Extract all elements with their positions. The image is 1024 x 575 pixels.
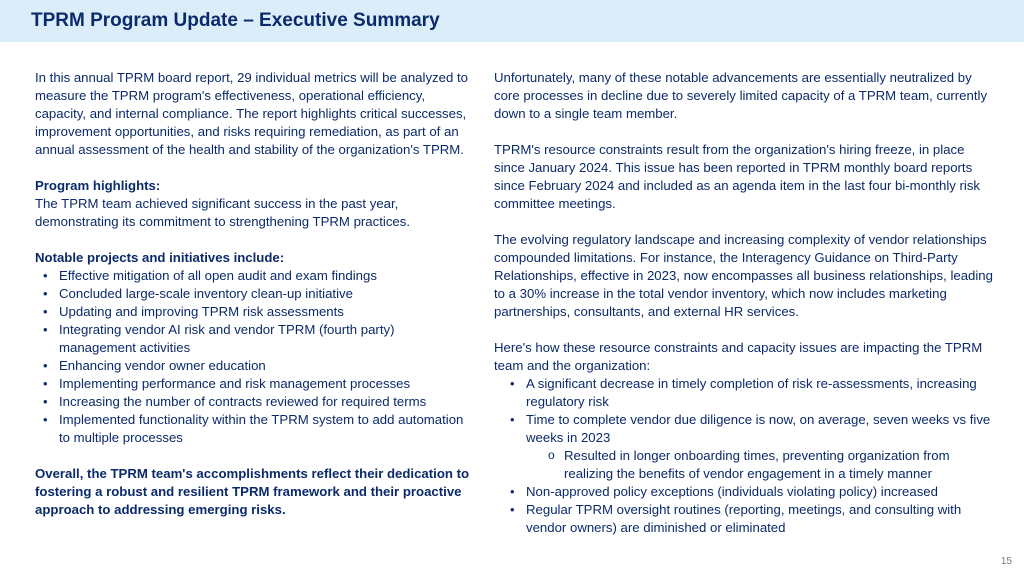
right-column bbox=[494, 69, 998, 555]
highlights-heading: Program highlights: bbox=[35, 178, 161, 193]
list-item-text: Implemented functionality within the TPRM system to add automation to multiple processes bbox=[59, 412, 464, 445]
list-item bbox=[35, 303, 475, 321]
sub-list bbox=[526, 447, 998, 483]
impacts-list bbox=[502, 375, 998, 537]
page-title: TPRM Program Update – Executive Summary bbox=[31, 10, 440, 31]
bullet-icon: • bbox=[43, 268, 48, 283]
sub-list-item-text: Resulted in longer onboarding times, preventing organization from realizing the benefits of vendor engagement in a timely manner bbox=[564, 448, 950, 481]
bullet-icon: • bbox=[43, 358, 48, 373]
list-item bbox=[35, 321, 475, 357]
list-item bbox=[35, 357, 475, 375]
list-item bbox=[502, 501, 998, 537]
bullet-icon: • bbox=[510, 376, 515, 391]
list-item-text: Non-approved policy exceptions (individuals violating policy) increased bbox=[526, 484, 938, 499]
bullet-icon: • bbox=[510, 484, 515, 499]
bullet-icon: • bbox=[43, 394, 48, 409]
capacity-paragraph: Unfortunately, many of these notable advancements are essentially neutralized by core processes in decline due to severely limited capacity of a TPRM team, currently down to a single team member. bbox=[494, 70, 988, 121]
list-item bbox=[502, 375, 998, 411]
bullet-icon: • bbox=[43, 412, 48, 427]
list-item-text: Time to complete vendor due diligence is now, on average, seven weeks vs five weeks in 2023 bbox=[526, 412, 991, 445]
sub-bullet-icon: o bbox=[548, 448, 555, 462]
bullet-icon: • bbox=[510, 412, 515, 427]
list-item bbox=[35, 393, 475, 411]
list-item-text: Integrating vendor AI risk and vendor TPRM (fourth party) management activities bbox=[59, 322, 395, 355]
list-item bbox=[35, 375, 475, 393]
hiring-freeze-paragraph: TPRM's resource constraints result from the organization's hiring freeze, in place since January 2024. This issue has been reported in TPRM monthly board reports since February 2024 and included as an agenda item in the last four bi-monthly risk committee meetings. bbox=[494, 142, 981, 211]
projects-heading: Notable projects and initiatives include: bbox=[35, 250, 285, 265]
list-item-text: Increasing the number of contracts reviewed for required terms bbox=[59, 394, 427, 409]
list-item-text: Concluded large-scale inventory clean-up initiative bbox=[59, 286, 353, 301]
projects-list bbox=[35, 267, 475, 447]
regulatory-paragraph: The evolving regulatory landscape and increasing complexity of vendor relationships compounded limitations. For instance, the Interagency Guidance on Third-Party Relationships, effective in 2023, now encompasses all business relationships, leading to a 30% increase in the total vendor inventory, which now includes marketing partnerships, consultants, and external HR services. bbox=[494, 232, 993, 319]
highlights-paragraph: The TPRM team achieved significant success in the past year, demonstrating its commitment to strengthening TPRM practices. bbox=[35, 196, 411, 229]
list-item-text: Effective mitigation of all open audit and exam findings bbox=[59, 268, 377, 283]
list-item-text: Updating and improving TPRM risk assessments bbox=[59, 304, 344, 319]
left-column bbox=[35, 69, 475, 519]
conclusion-paragraph: Overall, the TPRM team's accomplishments reflect their dedication to fostering a robust and resilient TPRM framework and their proactive approach to addressing emerging risks. bbox=[35, 466, 470, 517]
list-item-text: A significant decrease in timely completion of risk re-assessments, increasing regulatory risk bbox=[526, 376, 977, 409]
bullet-icon: • bbox=[43, 322, 48, 337]
intro-paragraph: In this annual TPRM board report, 29 individual metrics will be analyzed to measure the TPRM program's effectiveness, operational efficiency, capacity, and internal compliance. The report highlights critical successes, improvement opportunities, and risks requiring remediation, as part of an annual assessment of the health and stability of the organization's TPRM. bbox=[35, 70, 468, 157]
list-item bbox=[502, 411, 998, 483]
bullet-icon: • bbox=[510, 502, 515, 517]
bullet-icon: • bbox=[43, 304, 48, 319]
sub-list-item bbox=[526, 447, 998, 483]
page-number: 15 bbox=[1000, 556, 1012, 567]
list-item-text: Regular TPRM oversight routines (reporting, meetings, and consulting with vendor owners) are diminished or eliminated bbox=[526, 502, 962, 535]
list-item bbox=[502, 483, 998, 501]
bullet-icon: • bbox=[43, 376, 48, 391]
list-item bbox=[35, 285, 475, 303]
list-item bbox=[35, 411, 475, 447]
title-band bbox=[0, 0, 1024, 42]
list-item-text: Implementing performance and risk management processes bbox=[59, 376, 411, 391]
bullet-icon: • bbox=[43, 286, 48, 301]
list-item-text: Enhancing vendor owner education bbox=[59, 358, 266, 373]
list-item bbox=[35, 267, 475, 285]
impacts-intro: Here's how these resource constraints and capacity issues are impacting the TPRM team and the organization: bbox=[494, 340, 983, 373]
